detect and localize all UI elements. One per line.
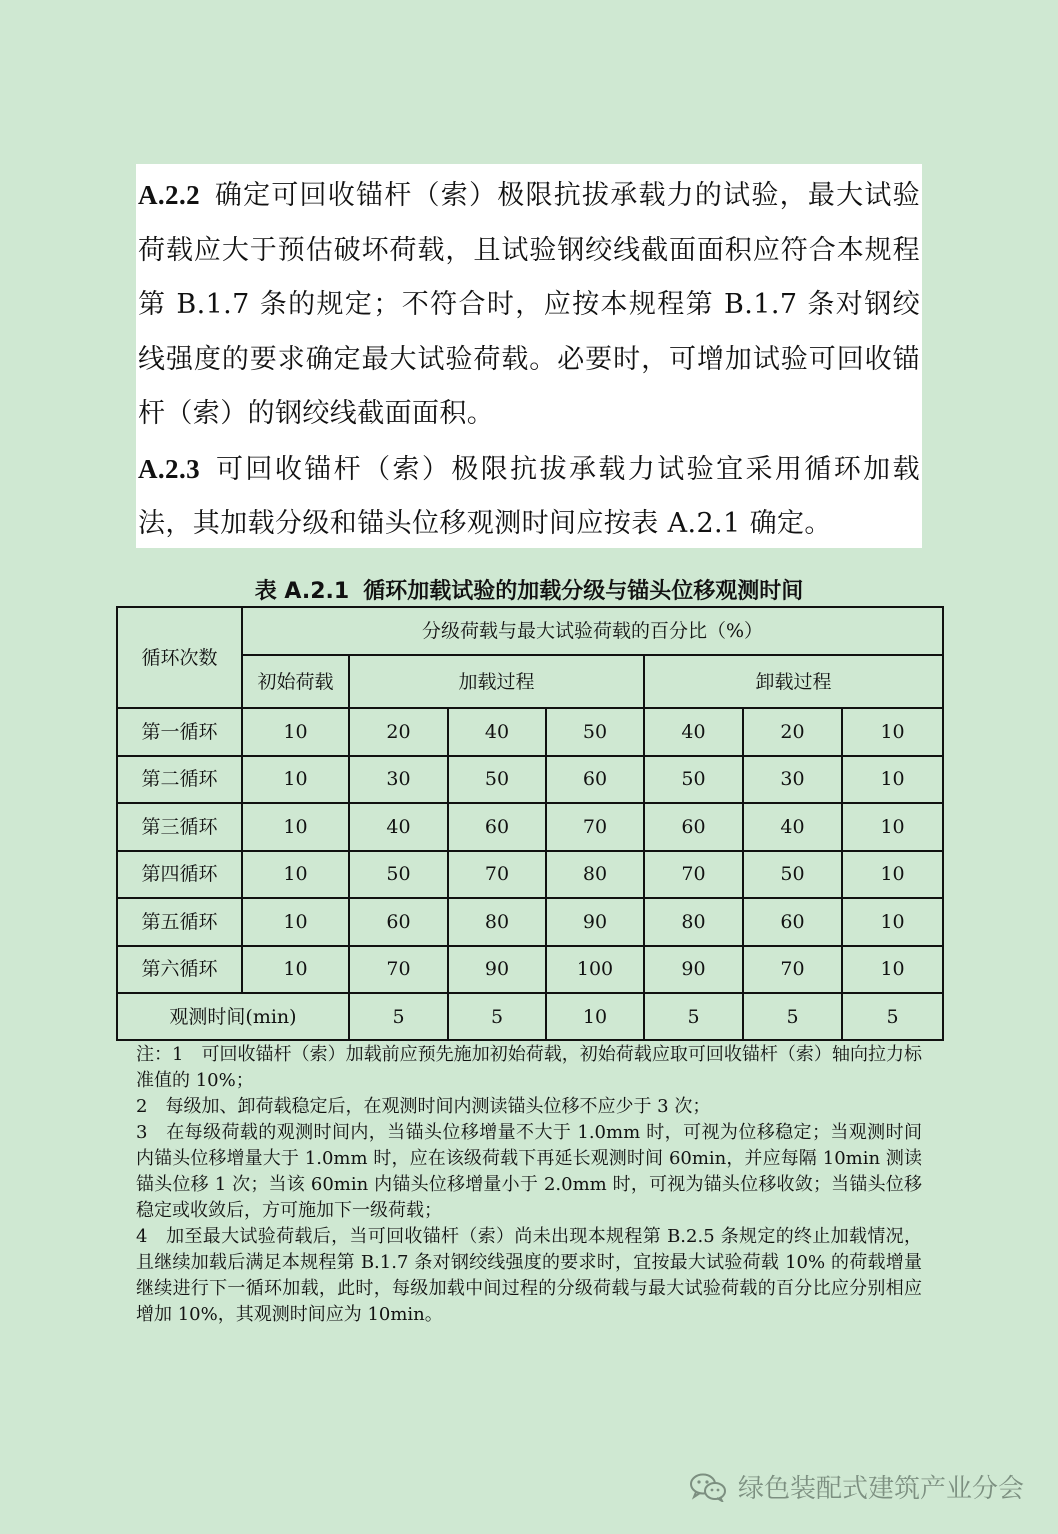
percent-cell: 60 <box>546 756 644 804</box>
percent-cell: 70 <box>743 946 842 994</box>
percent-cell: 60 <box>349 898 448 946</box>
percent-cell: 100 <box>546 946 644 994</box>
table-notes <box>136 1042 922 1328</box>
time-cell: 5 <box>743 993 842 1040</box>
percent-cell: 10 <box>842 756 943 804</box>
percent-cell: 90 <box>546 898 644 946</box>
table-code: 表 A.2.1 <box>254 579 350 604</box>
note-4: 4 加至最大试验荷载后，当可回收锚杆（索）尚未出现本规程第 B.2.5 条规定的终止加载情况，且继续加载后满足本规程第 B.1.7 条对钢绞线强度的要求时，宜按最大试验荷载 10% 的荷载增量继续进行下一循环加载，此时，每级加载中间过程的分级荷载与最大试验荷载的百分比应分别相应增加 10%，其观测时间应为 10min。 <box>136 1226 922 1325</box>
cycle-label: 第一循环 <box>117 708 242 756</box>
percent-cell: 80 <box>644 898 743 946</box>
cycle-label: 第六循环 <box>117 946 242 994</box>
percent-cell: 70 <box>349 946 448 994</box>
percent-cell: 70 <box>644 851 743 899</box>
header-percent: 分级荷载与最大试验荷载的百分比（%） <box>242 607 943 655</box>
percent-cell: 30 <box>743 756 842 804</box>
percent-cell: 90 <box>644 946 743 994</box>
time-label: 观测时间(min) <box>117 993 349 1040</box>
percent-cell: 40 <box>743 803 842 851</box>
percent-cell: 20 <box>349 708 448 756</box>
table-row <box>117 756 943 804</box>
cycle-label: 第四循环 <box>117 851 242 899</box>
table-row <box>117 803 943 851</box>
section-a22-text: 确定可回收锚杆（索）极限抗拔承载力的试验，最大试验荷载应大于预估破坏荷载，且试验钢绞线截面面积应符合本规程第 B.1.7 条的规定；不符合时，应按本规程第 B.1.7 条对钢绞线强度的要求确定最大试验荷载。必要时，可增加试验可回收锚杆（索）的钢绞线截面面积。 <box>138 180 920 429</box>
percent-cell: 10 <box>242 708 349 756</box>
percent-cell: 50 <box>349 851 448 899</box>
percent-cell: 80 <box>448 898 546 946</box>
watermark-text: 绿色装配式建筑产业分会 <box>737 1474 1024 1504</box>
time-cell: 5 <box>644 993 743 1040</box>
header-cycles: 循环次数 <box>117 607 242 708</box>
percent-cell: 10 <box>242 946 349 994</box>
table-time-row <box>117 993 943 1040</box>
percent-cell: 10 <box>242 898 349 946</box>
table-row <box>117 708 943 756</box>
percent-cell: 10 <box>242 803 349 851</box>
cycle-label: 第三循环 <box>117 803 242 851</box>
table-row <box>117 946 943 994</box>
cycle-label: 第二循环 <box>117 756 242 804</box>
table-row <box>117 851 943 899</box>
header-loading: 加载过程 <box>349 655 644 708</box>
table-header-row-1 <box>117 607 943 655</box>
percent-cell: 60 <box>644 803 743 851</box>
percent-cell: 50 <box>448 756 546 804</box>
percent-cell: 40 <box>349 803 448 851</box>
percent-cell: 40 <box>448 708 546 756</box>
percent-cell: 10 <box>242 756 349 804</box>
percent-cell: 10 <box>842 803 943 851</box>
percent-cell: 50 <box>743 851 842 899</box>
percent-cell: 10 <box>842 898 943 946</box>
percent-cell: 10 <box>242 851 349 899</box>
percent-cell: 20 <box>743 708 842 756</box>
time-cell: 5 <box>349 993 448 1040</box>
percent-cell: 70 <box>448 851 546 899</box>
table-title <box>116 574 942 605</box>
body-text-block <box>136 164 922 548</box>
table-row <box>117 898 943 946</box>
percent-cell: 10 <box>842 851 943 899</box>
load-cycle-table <box>116 606 944 1041</box>
percent-cell: 50 <box>644 756 743 804</box>
header-initial-load: 初始荷载 <box>242 655 349 708</box>
section-a23-number: A.2.3 <box>138 453 200 484</box>
percent-cell: 30 <box>349 756 448 804</box>
percent-cell: 90 <box>448 946 546 994</box>
note-3: 3 在每级荷载的观测时间内，当锚头位移增量不大于 1.0mm 时，可视为位移稳定；当观测时间内锚头位移增量大于 1.0mm 时，应在该级荷载下再延长观测时间 60min，并应每隔 10min 测读锚头位移 1 次；当该 60min 内锚头位移增量小于 2.0mm 时，可视为锚头位移收敛；当锚头位移稳定或收敛后，方可施加下一级荷载； <box>136 1122 922 1221</box>
percent-cell: 10 <box>842 946 943 994</box>
cycle-rows <box>117 708 943 993</box>
time-cell: 10 <box>546 993 644 1040</box>
percent-cell: 80 <box>546 851 644 899</box>
section-a23-text: 可回收锚杆（索）极限抗拔承载力试验宜采用循环加载法，其加载分级和锚头位移观测时间应按表 A.2.1 确定。 <box>138 453 920 539</box>
section-a23 <box>138 442 920 552</box>
header-unloading: 卸载过程 <box>644 655 943 708</box>
time-cell: 5 <box>448 993 546 1040</box>
wechat-icon <box>688 1472 728 1502</box>
section-a22 <box>138 168 920 442</box>
percent-cell: 60 <box>448 803 546 851</box>
note-1: 注：1 可回收锚杆（索）加载前应预先施加初始荷载，初始荷载应取可回收锚杆（索）轴向拉力标准值的 10%； <box>136 1044 922 1091</box>
table-title-text: 循环加载试验的加载分级与锚头位移观测时间 <box>363 579 804 604</box>
note-2: 2 每级加、卸荷载稳定后，在观测时间内测读锚头位移不应少于 3 次； <box>136 1096 711 1117</box>
section-a22-number: A.2.2 <box>138 180 200 210</box>
percent-cell: 10 <box>842 708 943 756</box>
percent-cell: 60 <box>743 898 842 946</box>
time-cell: 5 <box>842 993 943 1040</box>
cycle-label: 第五循环 <box>117 898 242 946</box>
watermark <box>688 1468 1024 1505</box>
percent-cell: 70 <box>546 803 644 851</box>
percent-cell: 50 <box>546 708 644 756</box>
percent-cell: 40 <box>644 708 743 756</box>
